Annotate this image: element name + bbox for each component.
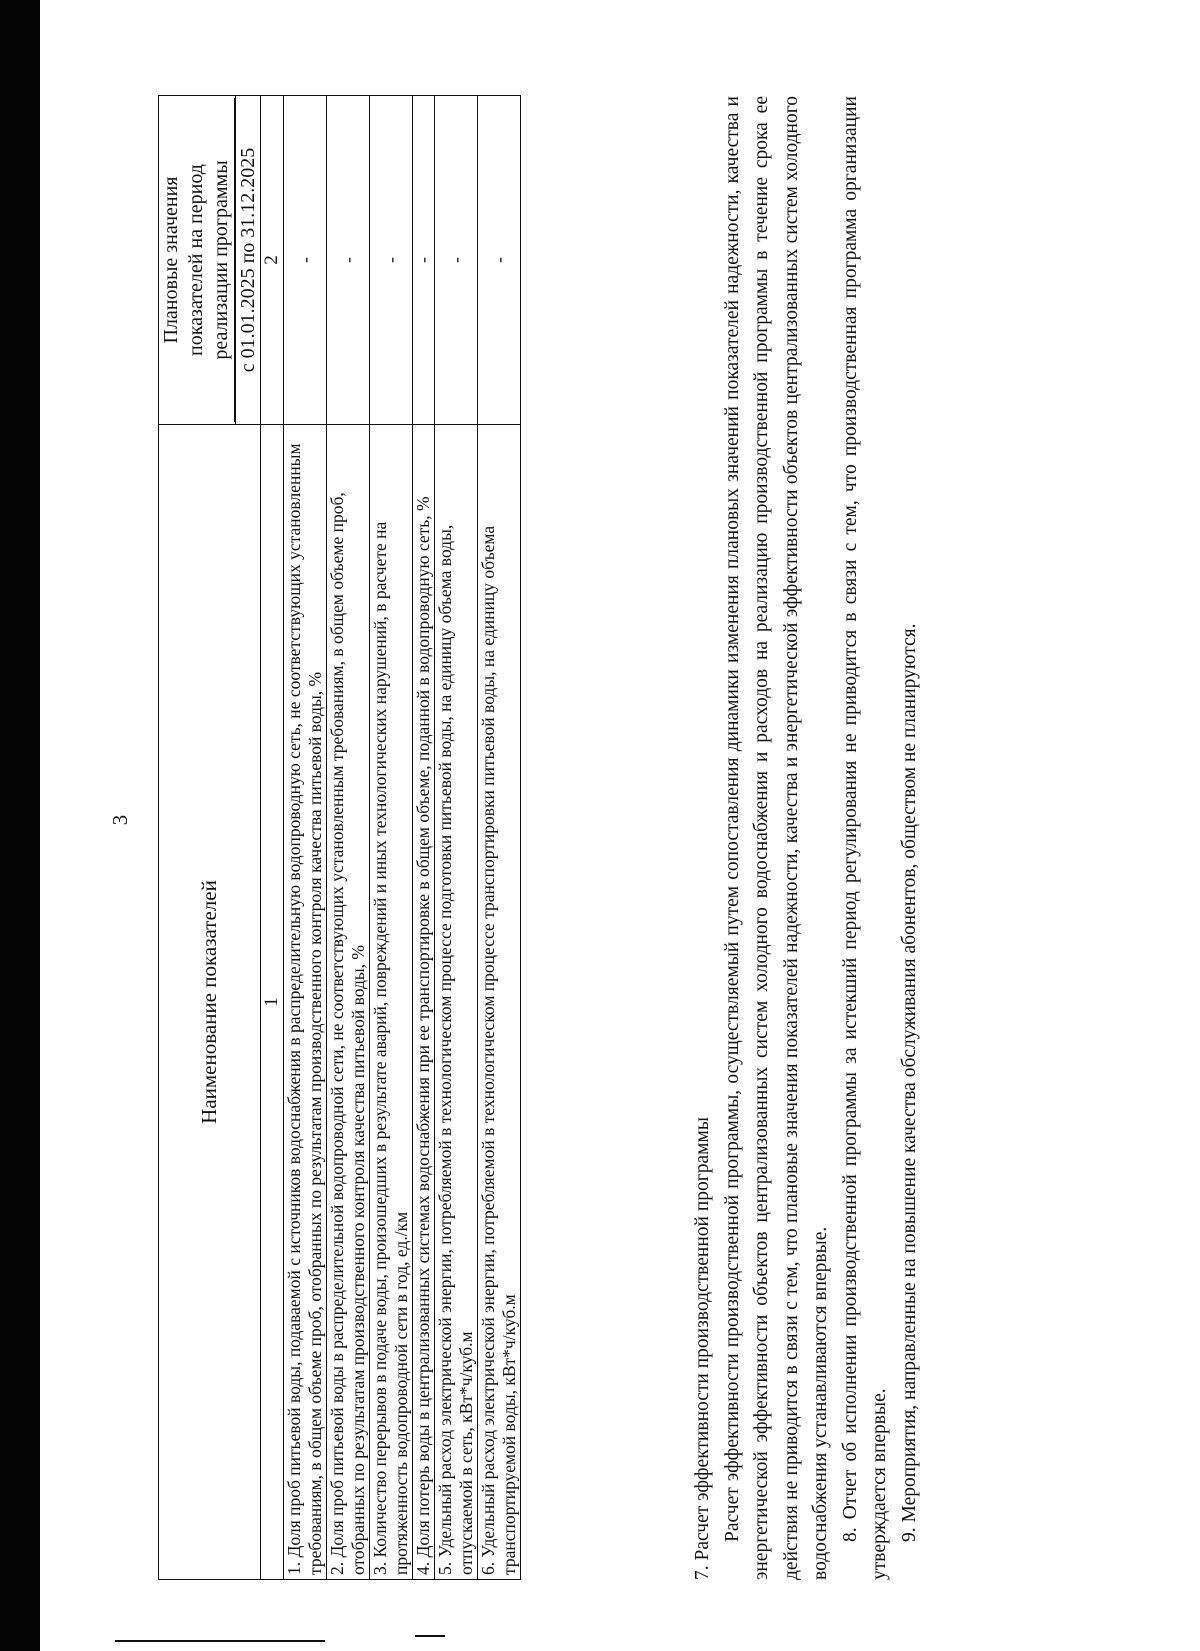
header-plan-line-2: показателей на период: [185, 164, 207, 356]
header-period: с 01.01.2025 по 31.12.2025: [236, 96, 261, 425]
indicator-name: 4. Доля потерь воды в централизованных системах водоснабжения при ее транспортировке в общем объеме, поданной в водопроводную сеть, %: [413, 425, 435, 1580]
header-plan-line-1: Плановые значения: [160, 176, 182, 344]
rotated-document-page: [90, 60, 1120, 1580]
table-row: [478, 96, 521, 1580]
indicator-name: 2. Доля проб питьевой воды в распределительной водопроводной сети, не соответствующих установленным требованиям, в общем объеме проб, отобранных по результатам производственного контроля качества питьевой воды, %: [327, 425, 370, 1580]
column-number-2: 2: [261, 96, 284, 425]
indicator-value: -: [413, 96, 435, 425]
section-7-heading: 7. Расчет эффективности производственной программы: [692, 1117, 713, 1580]
column-number-1: 1: [261, 425, 284, 1580]
body-text: [688, 96, 924, 1580]
indicator-value: -: [327, 96, 370, 425]
footer-rule: [115, 1640, 325, 1642]
indicator-value: -: [435, 96, 478, 425]
header-plan-line-3: реализации программы: [209, 98, 235, 422]
indicator-name: 3. Количество перерывов в подаче воды, произошедших в результате аварий, повреждений и иных технологических нарушений, в расчете на протяженность водопроводной сети в год, ед./км: [370, 425, 413, 1580]
table-column-number-row: [261, 96, 284, 1580]
header-plan-values: [159, 96, 236, 425]
indicator-name: 1. Доля проб питьевой воды, подаваемой с источников водоснабжения в распределительную водопроводную сеть, не соответствующих установленным требованиям, в общем объеме проб, отобранных по результатам производственного контроля качества питьевой воды, %: [284, 425, 327, 1580]
table-row: [370, 96, 413, 1580]
table-row: [435, 96, 478, 1580]
table-row: [284, 96, 327, 1580]
footer-mark: [415, 1635, 445, 1637]
page-number: 3: [108, 814, 132, 826]
indicators-table: [158, 95, 521, 1580]
table-row: [413, 96, 435, 1580]
scan-edge-shadow: [0, 0, 40, 1651]
indicator-value: -: [370, 96, 413, 425]
indicator-name: 6. Удельный расход электрической энергии, потребляемой в технологическом процессе транспортировки питьевой воды, на единицу объема транспортируемой воды, кВт*ч/куб.м: [478, 425, 521, 1580]
table-header-row: [159, 96, 236, 1580]
indicator-name: 5. Удельный расход электрической энергии, потребляемой в технологическом процессе подготовки питьевой воды, на единицу объема воды, отпускаемой в сеть, кВт*ч/куб.м: [435, 425, 478, 1580]
section-9-paragraph: 9. Мероприятия, направленные на повышение качества обслуживания абонентов, обществом не планируются.: [898, 623, 920, 1542]
indicator-value: -: [478, 96, 521, 425]
section-7-paragraph: Расчет эффективности производственной программы, осуществляемый путем сопоставления динамики изменения плановых значений показателей надежности, качества и энергетической эффективности объектов централизованных систем холодного водоснабжения и расходов на реализацию производственной программы в течение срока ее действия не приводится в связи с тем, что плановые значения показателей надежности, качества и энергетической эффективности объектов централизованных систем холодного водоснабжения устанавливаются впервые.: [721, 96, 831, 1580]
table-row: [327, 96, 370, 1580]
section-8-paragraph: 8. Отчет об исполнении производственной программы за истекший период регулирования не приводится в связи с тем, что производственная программа организации утверждается впервые.: [839, 96, 890, 1580]
indicator-value: -: [284, 96, 327, 425]
header-indicator-name: Наименование показателей: [159, 425, 261, 1580]
